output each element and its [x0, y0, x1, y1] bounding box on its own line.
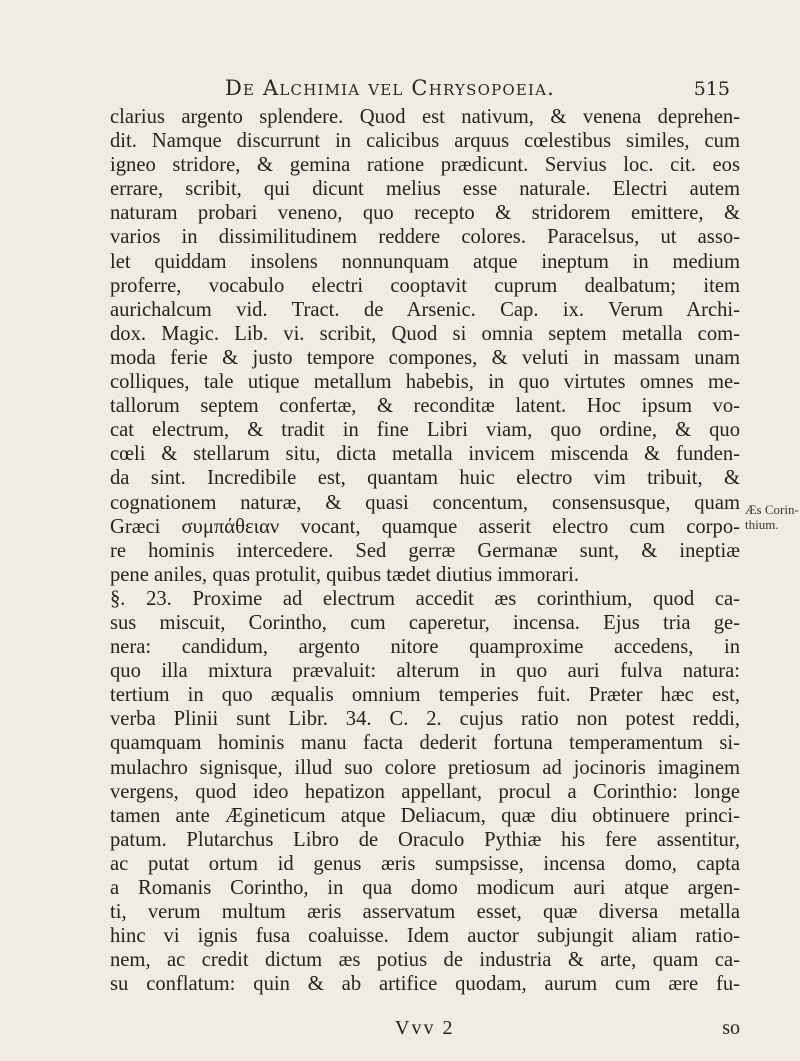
text-line: ac putat ortum id genus æris sumpsisse, incensa domo, capta	[110, 852, 740, 875]
text-line: tamen ante Ægineticum atque Deliacum, quæ diu obtinuere princi-	[110, 804, 740, 827]
text-line: mulachro signisque, illud suo colore pretiosum ad jocinoris imaginem	[110, 756, 740, 779]
text-line: da sint. Incredibile est, quantam huic electro vim tribuit, &	[110, 467, 740, 490]
text-line: hinc vi ignis fusa coaluisse. Idem auctor subjungit aliam ratio-	[110, 925, 740, 948]
text-line: naturam probari veneno, quo recepto & stridorem emittere, &	[110, 202, 740, 225]
text-line: cœli & stellarum situ, dicta metalla invicem miscenda & funden-	[110, 443, 740, 466]
text-line: igneo stridore, & gemina ratione prædicunt. Servius loc. cit. eos	[110, 154, 740, 177]
text-line: ti, verum multum æris asservatum esset, quæ diversa metalla	[110, 901, 740, 924]
catchword: so	[722, 1017, 740, 1039]
text-line: cat electrum, & tradit in fine Libri viam, quo ordine, & quo	[110, 419, 740, 442]
text-line: quamquam hominis manu facta dederit fortuna temperamentum si-	[110, 732, 740, 755]
text-line: a Romanis Corintho, in qua domo modicum auri atque argen-	[110, 877, 740, 899]
text-line: quo illa mixtura prævaluit: alterum in quo auri fulva natura:	[110, 660, 740, 683]
text-line: cognationem naturæ, & quasi concentum, consensusque, quam	[110, 491, 740, 514]
running-head: De Alchimia vel Chrysopoeia.	[224, 76, 556, 100]
text-line: let quiddam insolens nonnunquam atque ineptum in medium	[110, 250, 740, 273]
text-line: dit. Namque discurrunt in calicibus arquus cœlestibus similes, cum	[110, 130, 740, 153]
signature-mark: Vvv 2	[395, 1017, 455, 1039]
text-line: §. 23. Proxime ad electrum accedit æs corinthium, quod ca-	[110, 587, 740, 610]
text-line: nem, ac credit dictum æs potius de industria & arte, quam ca-	[110, 949, 740, 972]
text-line: patum. Plutarchus Libro de Oraculo Pythiæ his fere assentitur,	[110, 828, 740, 851]
body-text	[110, 105, 740, 996]
page-number: 515	[693, 78, 730, 100]
text-line: nera: candidum, argento nitore quamproxime accedens, in	[110, 636, 740, 659]
text-line: re hominis intercedere. Sed gerræ Germanæ sunt, & ineptiæ	[110, 539, 740, 562]
text-line: sus miscuit, Corintho, cum caperetur, incensa. Ejus tria ge-	[110, 611, 740, 634]
text-line: dox. Magic. Lib. vi. scribit, Quod si omnia septem metalla com-	[110, 322, 740, 345]
text-line: tallorum septem confertæ, & reconditæ latent. Hoc ipsum vo-	[110, 395, 740, 418]
text-line: verba Plinii sunt Libr. 34. C. 2. cujus ratio non potest reddi,	[110, 708, 740, 731]
margin-note: Æs Corin-thium.	[745, 502, 799, 532]
text-line: vergens, quod ideo hepatizon appellant, procul a Corinthio: longe	[110, 780, 740, 803]
text-line: su conflatum: quin & ab artifice quodam, aurum cum ære fu-	[110, 973, 740, 996]
text-line: errare, scribit, qui dicunt melius esse naturale. Electri autem	[110, 178, 740, 201]
text-line: pene aniles, quas protulit, quibus tædet diutius immorari.	[110, 563, 580, 586]
text-line: colliques, tale utique metallum habebis, in quo virtutes omnes me-	[110, 371, 740, 394]
text-line: moda ferie & justo tempore compones, & veluti in massam unam	[110, 346, 740, 369]
text-line: aurichalcum vid. Tract. de Arsenic. Cap. ix. Verum Archi-	[110, 298, 740, 321]
text-line: tertium in quo æqualis omnium temperies fuit. Præter hæc est,	[110, 684, 740, 707]
text-line: proferre, vocabulo electri cooptavit cuprum dealbatum; item	[110, 274, 740, 297]
text-line: varios in dissimilitudinem reddere colores. Paracelsus, ut asso-	[110, 226, 740, 249]
text-line: Græci συμπάθειαν vocant, quamque asserit electro cum corpo-	[110, 515, 740, 538]
text-line: clarius argento splendere. Quod est nativum, & venena deprehen-	[110, 106, 740, 128]
